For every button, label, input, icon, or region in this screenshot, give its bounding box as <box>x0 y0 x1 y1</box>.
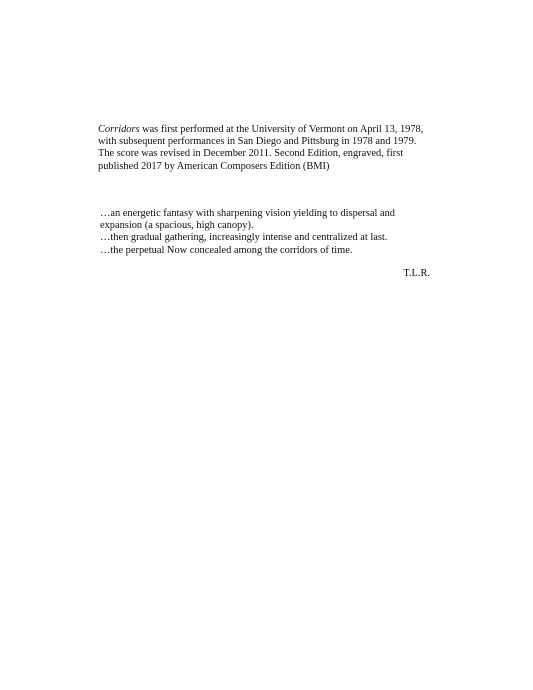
program-note <box>100 208 440 257</box>
premiere-note <box>98 124 448 173</box>
work-title: Corridors <box>98 124 140 135</box>
program-line-1: …an energetic fantasy with sharpening vision yielding to dispersal and <box>100 208 396 219</box>
premiere-line-1-text: was first performed at the University of Vermont on April 13, 1978, <box>139 124 424 135</box>
program-line-4: …the perpetual Now concealed among the corridors of time. <box>100 244 353 256</box>
premiere-line-4: published 2017 by American Composers Edition (BMI) <box>98 160 330 172</box>
author-initials: T.L.R. <box>403 268 430 279</box>
program-line-2: expansion (a spacious, high canopy). <box>100 220 254 232</box>
program-line-3: …then gradual gathering, increasingly intense and centralized at last. <box>100 232 388 244</box>
premiere-line-2: with subsequent performances in San Diego and Pittsburg in 1978 and 1979. <box>98 136 417 148</box>
premiere-line-3: The score was revised in December 2011. Second Edition, engraved, first <box>98 148 404 160</box>
premiere-line-1 <box>98 124 448 136</box>
